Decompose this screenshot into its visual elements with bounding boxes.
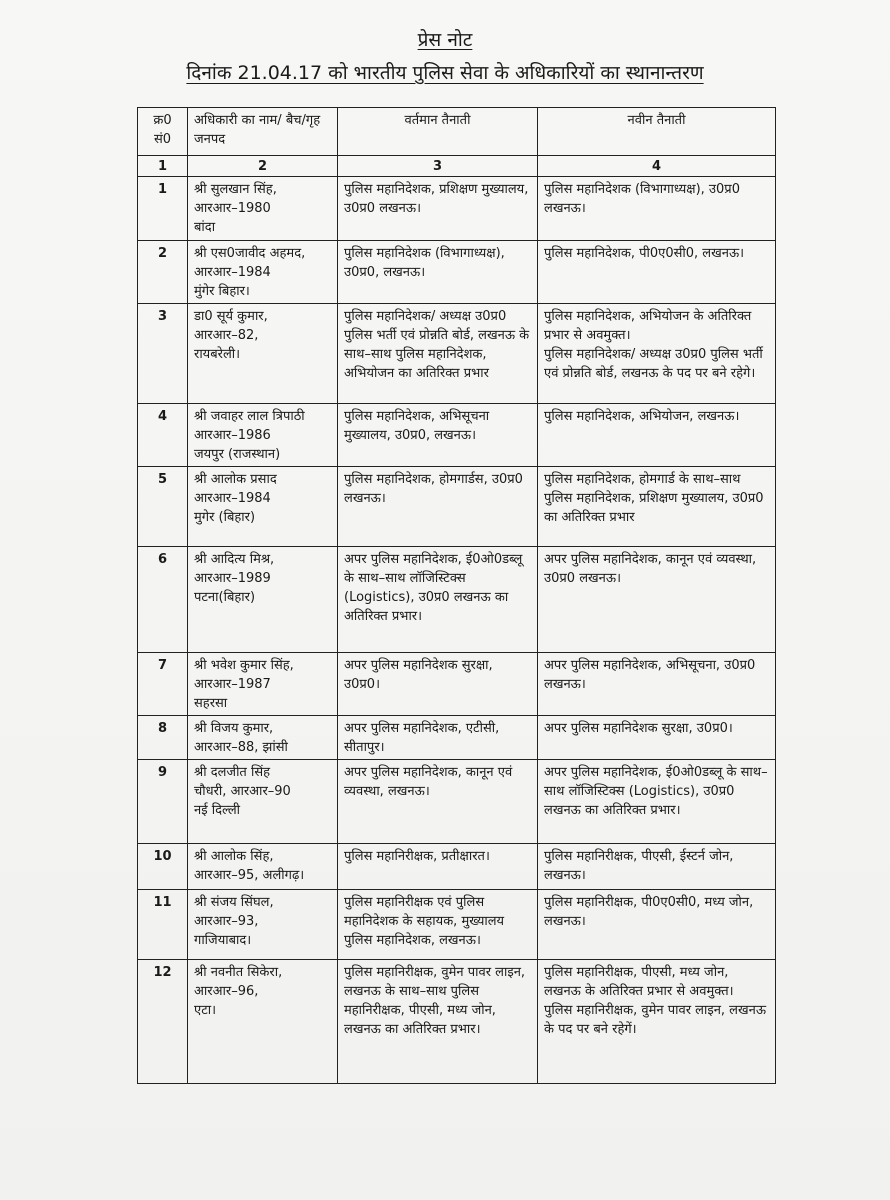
new-posting-cell	[538, 304, 776, 404]
current-posting-cell: पुलिस महानिदेशक, होमगार्डस, उ0प्र0 लखनऊ।	[338, 467, 538, 547]
current-posting-cell: पुलिस महानिरीक्षक एवं पुलिस महानिदेशक के सहायक, मुख्यालय पुलिस महानिदेशक, लखनऊ।	[338, 890, 538, 960]
serial-number-cell: 12	[138, 960, 188, 1084]
current-posting-cell: अपर पुलिस महानिदेशक सुरक्षा, उ0प्र0।	[338, 653, 538, 716]
current-posting-cell: पुलिस महानिदेशक, प्रशिक्षण मुख्यालय, उ0प्र0 लखनऊ।	[338, 177, 538, 241]
column-number: 3	[338, 156, 538, 177]
table-row	[138, 653, 776, 716]
officer-name-cell: श्री विजय कुमार, आरआर–88, झांसी	[188, 716, 338, 760]
officer-name-cell: श्री आदित्य मिश्र, आरआर–1989 पटना(बिहार)	[188, 547, 338, 653]
new-posting-line: अपर पुलिस महानिदेशक, कानून एवं व्यवस्था, उ0प्र0 लखनऊ।	[544, 552, 757, 586]
new-posting-cell	[538, 890, 776, 960]
serial-number-cell: 2	[138, 241, 188, 304]
current-posting-cell: पुलिस महानिरीक्षक, वुमेन पावर लाइन, लखनऊ के साथ–साथ पुलिस महानिरीक्षक, पीएसी, मध्य जोन, लखनऊ का अतिरिक्त प्रभार।	[338, 960, 538, 1084]
officer-name-cell: श्री भवेश कुमार सिंह, आरआर–1987 सहरसा	[188, 653, 338, 716]
column-number: 1	[138, 156, 188, 177]
press-note-title: प्रेस नोट	[417, 29, 473, 51]
new-posting-line: पुलिस महानिदेशक, पी0ए0सी0, लखनऊ।	[544, 246, 745, 261]
new-posting-line: पुलिस महानिदेशक/ अध्यक्ष उ0प्र0 पुलिस भर्ती एवं प्रोन्नति बोर्ड, लखनऊ के पद पर बने रहेगे।	[544, 347, 763, 381]
officer-name-cell: श्री एस0जावीद अहमद, आरआर–1984 मुंगेर बिहार।	[188, 241, 338, 304]
new-posting-cell	[538, 653, 776, 716]
new-posting-cell	[538, 241, 776, 304]
new-posting-cell	[538, 547, 776, 653]
new-posting-cell	[538, 177, 776, 241]
officer-name-cell: डा0 सूर्य कुमार, आरआर–82, रायबरेली।	[188, 304, 338, 404]
serial-number-cell: 5	[138, 467, 188, 547]
current-posting-cell: पुलिस महानिदेशक/ अध्यक्ष उ0प्र0 पुलिस भर्ती एवं प्रोन्नति बोर्ड, लखनऊ के साथ–साथ पुलिस महानिदेशक, अभियोजन का अतिरिक्त प्रभार	[338, 304, 538, 404]
new-posting-line: पुलिस महानिरीक्षक, पीएसी, मध्य जोन, लखनऊ के अतिरिक्त प्रभार से अवमुक्त।	[544, 965, 734, 999]
transfer-table	[137, 107, 776, 1084]
current-posting-cell: पुलिस महानिदेशक, अभिसूचना मुख्यालय, उ0प्र0, लखनऊ।	[338, 404, 538, 467]
column-number-row	[138, 156, 776, 177]
serial-number-cell: 8	[138, 716, 188, 760]
current-posting-cell: अपर पुलिस महानिदेशक, कानून एवं व्यवस्था, लखनऊ।	[338, 760, 538, 844]
header-new-posting: नवीन तैनाती	[538, 108, 776, 156]
officer-name-cell: श्री दलजीत सिंह चौधरी, आरआर–90 नई दिल्ली	[188, 760, 338, 844]
new-posting-line: पुलिस महानिरीक्षक, पी0ए0सी0, मध्य जोन, लखनऊ।	[544, 895, 754, 929]
serial-number-cell: 4	[138, 404, 188, 467]
transfer-order-subtitle: दिनांक 21.04.17 को भारतीय पुलिस सेवा के अधिकारियों का स्थानान्तरण	[186, 62, 704, 84]
serial-number-cell: 10	[138, 844, 188, 890]
header-officer-name: अधिकारी का नाम/ बैच/गृह जनपद	[188, 108, 338, 156]
serial-number-cell: 6	[138, 547, 188, 653]
serial-number-cell: 3	[138, 304, 188, 404]
new-posting-line: पुलिस महानिदेशक, होमगार्ड के साथ–साथ पुलिस महानिदेशक, प्रशिक्षण मुख्यालय, उ0प्र0 का अतिरिक्त प्रभार	[544, 472, 764, 525]
new-posting-line: पुलिस महानिदेशक, अभियोजन, लखनऊ।	[544, 409, 740, 424]
table-row	[138, 890, 776, 960]
new-posting-cell	[538, 404, 776, 467]
new-posting-line: पुलिस महानिदेशक (विभागाध्यक्ष), उ0प्र0 लखनऊ।	[544, 182, 740, 216]
column-number: 2	[188, 156, 338, 177]
table-row	[138, 760, 776, 844]
header-serial: क्र0 सं0	[138, 108, 188, 156]
table-row	[138, 177, 776, 241]
officer-name-cell: श्री जवाहर लाल त्रिपाठी आरआर–1986 जयपुर (राजस्थान)	[188, 404, 338, 467]
new-posting-cell	[538, 716, 776, 760]
table-row	[138, 241, 776, 304]
current-posting-cell: पुलिस महानिदेशक (विभागाध्यक्ष), उ0प्र0, लखनऊ।	[338, 241, 538, 304]
officer-name-cell: श्री नवनीत सिकेरा, आरआर–96, एटा।	[188, 960, 338, 1084]
officer-name-cell: श्री आलोक सिंह, आरआर–95, अलीगढ़।	[188, 844, 338, 890]
new-posting-line: अपर पुलिस महानिदेशक, ई0ओ0डब्लू के साथ–साथ लॉजिस्टिक्स (Logistics), उ0प्र0 लखनऊ का अतिरिक्त प्रभार।	[544, 765, 768, 818]
officer-name-cell: श्री आलोक प्रसाद आरआर–1984 मुगेर (बिहार)	[188, 467, 338, 547]
table-row	[138, 844, 776, 890]
current-posting-cell: अपर पुलिस महानिदेशक, एटीसी, सीतापुर।	[338, 716, 538, 760]
table-row	[138, 547, 776, 653]
serial-number-cell: 11	[138, 890, 188, 960]
new-posting-line: अपर पुलिस महानिदेशक सुरक्षा, उ0प्र0।	[544, 721, 733, 736]
officer-name-cell: श्री सुलखान सिंह, आरआर–1980 बांदा	[188, 177, 338, 241]
column-number: 4	[538, 156, 776, 177]
officer-name-cell: श्री संजय सिंघल, आरआर–93, गाजियाबाद।	[188, 890, 338, 960]
current-posting-cell: पुलिस महानिरीक्षक, प्रतीक्षारत।	[338, 844, 538, 890]
current-posting-cell: अपर पुलिस महानिदेशक, ई0ओ0डब्लू के साथ–साथ लॉजिस्टिक्स (Logistics), उ0प्र0 लखनऊ का अतिरिक्त प्रभार।	[338, 547, 538, 653]
new-posting-line: पुलिस महानिरीक्षक, वुमेन पावर लाइन, लखनऊ के पद पर बने रहेगें।	[544, 1003, 767, 1037]
serial-number-cell: 1	[138, 177, 188, 241]
header-current-posting: वर्तमान तैनाती	[338, 108, 538, 156]
new-posting-cell	[538, 960, 776, 1084]
new-posting-cell	[538, 467, 776, 547]
serial-number-cell: 9	[138, 760, 188, 844]
new-posting-cell	[538, 844, 776, 890]
new-posting-line: पुलिस महानिदेशक, अभियोजन के अतिरिक्त प्रभार से अवमुक्त।	[544, 309, 752, 343]
table-row	[138, 960, 776, 1084]
new-posting-cell	[538, 760, 776, 844]
new-posting-line: पुलिस महानिरीक्षक, पीएसी, ईस्टर्न जोन, लखनऊ।	[544, 849, 734, 883]
table-header-row	[138, 108, 776, 156]
table-row	[138, 467, 776, 547]
serial-number-cell: 7	[138, 653, 188, 716]
table-row	[138, 404, 776, 467]
table-row	[138, 716, 776, 760]
new-posting-line: अपर पुलिस महानिदेशक, अभिसूचना, उ0प्र0 लखनऊ।	[544, 658, 756, 692]
table-row	[138, 304, 776, 404]
